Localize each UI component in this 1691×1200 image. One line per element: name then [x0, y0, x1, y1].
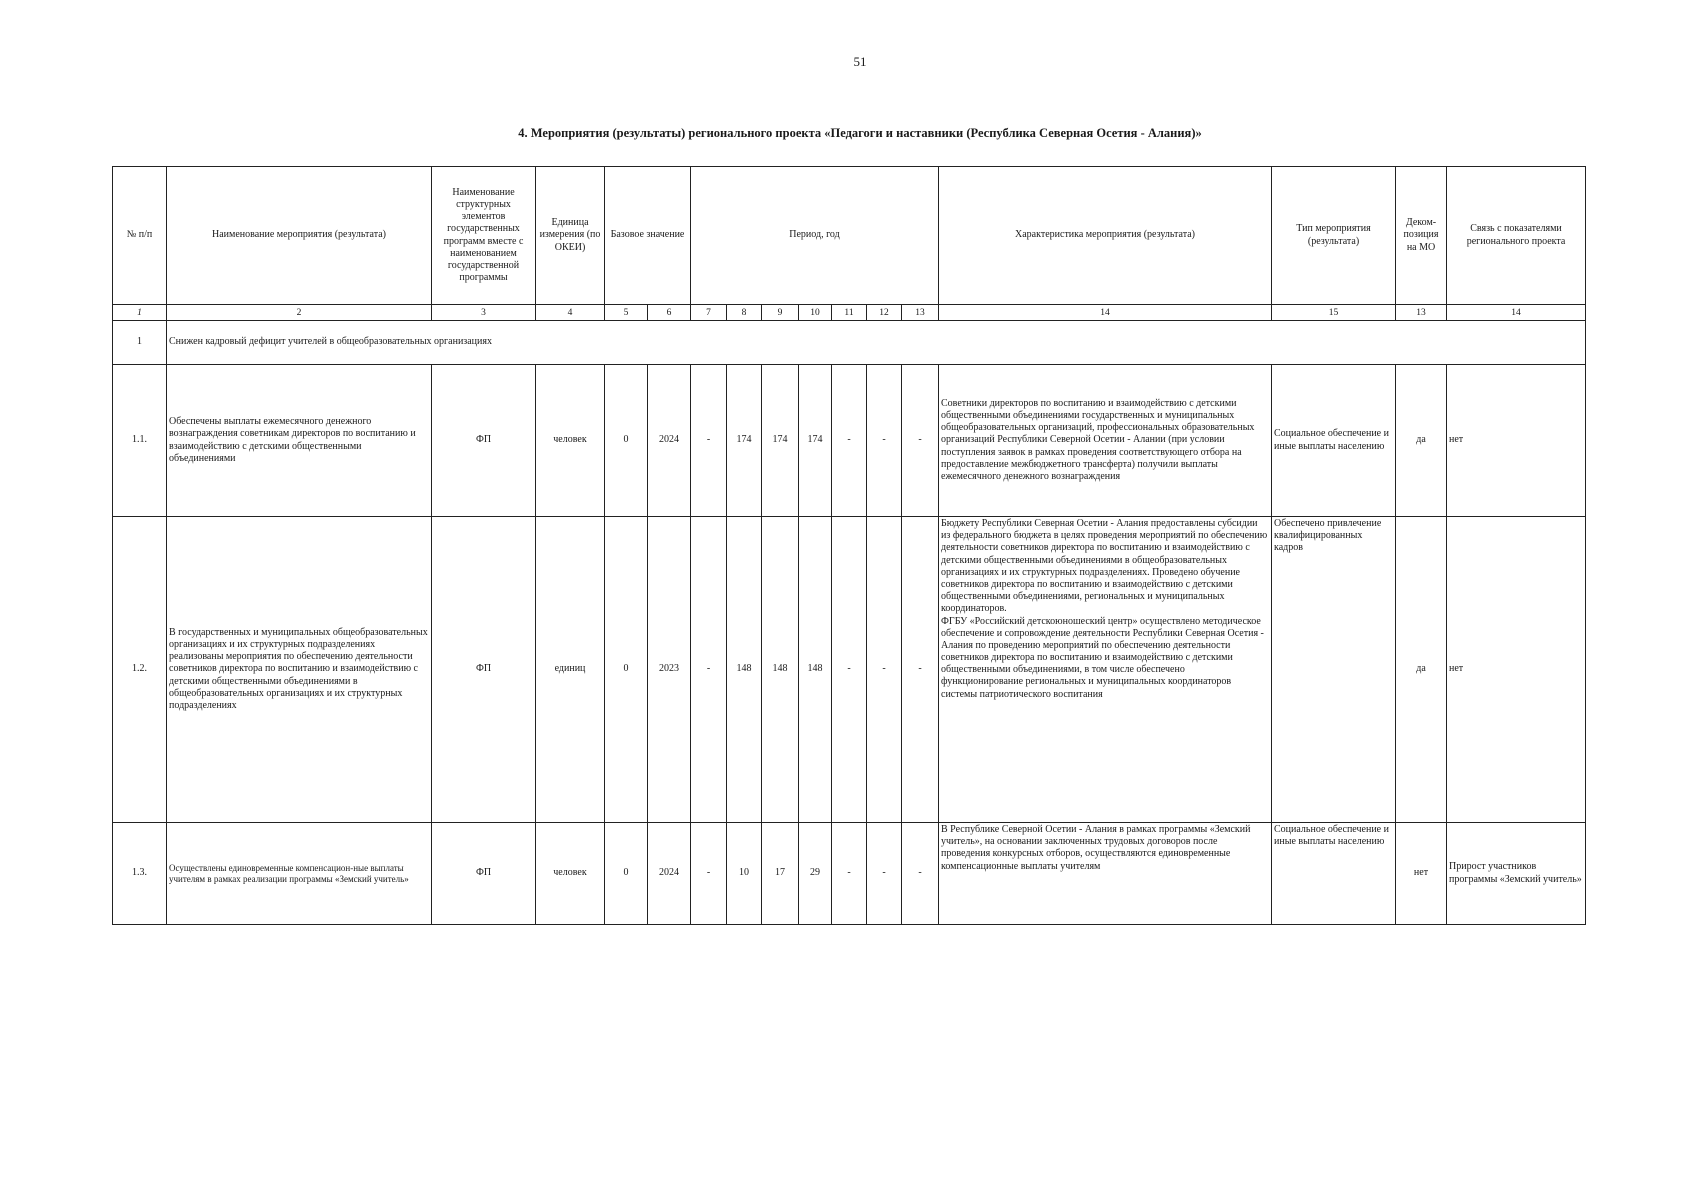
column-number: 11	[832, 305, 867, 321]
header-decomposition: Деком-позиция на МО	[1396, 167, 1447, 305]
column-number: 9	[762, 305, 799, 321]
column-number: 2	[167, 305, 432, 321]
section-title: Снижен кадровый дефицит учителей в общеобразовательных организациях	[167, 321, 1586, 365]
row-number: 1.1.	[113, 365, 167, 517]
column-number: 14	[1447, 305, 1586, 321]
period-value: 29	[799, 823, 832, 925]
period-value: -	[691, 365, 727, 517]
column-number: 13	[1396, 305, 1447, 321]
column-number: 13	[902, 305, 939, 321]
period-value: -	[832, 365, 867, 517]
column-numbers-row	[113, 305, 1586, 321]
event-characteristic-cell	[939, 517, 1272, 823]
indicator-link: нет	[1447, 517, 1586, 823]
period-value: 174	[799, 365, 832, 517]
header-link: Связь с показателями регионального проекта	[1447, 167, 1586, 305]
period-value: -	[867, 517, 902, 823]
period-value: -	[902, 823, 939, 925]
unit: единиц	[536, 517, 605, 823]
header-name: Наименование мероприятия (результата)	[167, 167, 432, 305]
base-year: 2023	[648, 517, 691, 823]
event-characteristic: Бюджету Республики Северная Осетии - Алания предоставлены субсидии из федерального бюджета в целях проведения мероприятий по обеспечению деятельности советников директора по воспитанию и взаимодействию с детскими общественными объединениями в общеобразовательных организациях и их структурных подразделениях. Проведено обучение советников директора по воспитанию и взаимодействию с детскими общественными объединениями, региональных и муниципальных координаторов.	[941, 518, 1268, 615]
event-name: Обеспечены выплаты ежемесячного денежного вознаграждения советникам директоров по воспитанию и взаимодействию с детскими общественными объединениями	[167, 365, 432, 517]
column-number: 8	[727, 305, 762, 321]
header-base: Базовое значение	[605, 167, 691, 305]
section-number: 1	[113, 321, 167, 365]
decomposition: да	[1396, 365, 1447, 517]
page-number: 51	[853, 54, 867, 69]
period-value: 148	[727, 517, 762, 823]
document-title: 4. Мероприятия (результаты) регионального проекта «Педагоги и наставники (Республика Северная Осетия - Алания)»	[518, 126, 1202, 140]
header-type: Тип мероприятия (результата)	[1272, 167, 1396, 305]
structural-element: ФП	[432, 517, 536, 823]
column-number: 6	[648, 305, 691, 321]
base-value: 0	[605, 365, 648, 517]
period-value: -	[691, 823, 727, 925]
table-row	[113, 365, 1586, 517]
row-number: 1.2.	[113, 517, 167, 823]
header-characteristic: Характеристика мероприятия (результата)	[939, 167, 1272, 305]
column-number: 12	[867, 305, 902, 321]
decomposition: да	[1396, 517, 1447, 823]
event-characteristic: Советники директоров по воспитанию и взаимодействию с детскими общественными объединениями государственных и муниципальных общеобразовательных организаций, профессиональных образовательных организаций Республики Северной Осетии - Алании (при условии поступления заявок в рамках проведения соответствующего отбора на предоставление межбюджетного трансферта) получили выплаты ежемесячного денежного вознаграждения	[939, 365, 1272, 517]
header-row	[113, 167, 1586, 305]
base-value: 0	[605, 517, 648, 823]
column-number: 14	[939, 305, 1272, 321]
indicator-link: Прирост участников программы «Земский учитель»	[1447, 823, 1586, 925]
column-number: 5	[605, 305, 648, 321]
column-number: 7	[691, 305, 727, 321]
event-type: Социальное обеспечение и иные выплаты населению	[1272, 365, 1396, 517]
event-type: Обеспечено привлечение квалифицированных кадров	[1272, 517, 1396, 823]
period-value: 17	[762, 823, 799, 925]
row-number: 1.3.	[113, 823, 167, 925]
header-period: Период, год	[691, 167, 939, 305]
period-value: 148	[762, 517, 799, 823]
period-value: -	[867, 823, 902, 925]
structural-element: ФП	[432, 365, 536, 517]
structural-element: ФП	[432, 823, 536, 925]
period-value: -	[832, 823, 867, 925]
period-value: -	[691, 517, 727, 823]
base-value: 0	[605, 823, 648, 925]
table-row	[113, 823, 1586, 925]
base-year: 2024	[648, 365, 691, 517]
unit: человек	[536, 823, 605, 925]
column-number: 4	[536, 305, 605, 321]
column-number: 3	[432, 305, 536, 321]
period-value: 174	[727, 365, 762, 517]
header-structural: Наименование структурных элементов государственных программ вместе с наименованием государственной программы	[432, 167, 536, 305]
section-row	[113, 321, 1586, 365]
header-unit: Единица измерения (по ОКЕИ)	[536, 167, 605, 305]
event-name: В государственных и муниципальных общеобразовательных организациях и их структурных подразделениях реализованы мероприятия по обеспечению деятельности советников директора по воспитанию и взаимодействию с детскими общественными объединениями в общеобразовательных организациях и их структурных подразделениях	[167, 517, 432, 823]
period-value: -	[867, 365, 902, 517]
decomposition: нет	[1396, 823, 1447, 925]
table-row	[113, 517, 1586, 823]
unit: человек	[536, 365, 605, 517]
indicator-link: нет	[1447, 365, 1586, 517]
column-number: 1	[113, 305, 167, 321]
event-name: Осуществлены единовременные компенсацион-ные выплаты учителям в рамках реализации программы «Земский учитель»	[167, 823, 432, 925]
header-num: № п/п	[113, 167, 167, 305]
period-value: 148	[799, 517, 832, 823]
period-value: -	[902, 517, 939, 823]
period-value: 10	[727, 823, 762, 925]
period-value: -	[902, 365, 939, 517]
period-value: -	[832, 517, 867, 823]
event-type: Социальное обеспечение и иные выплаты населению	[1272, 823, 1396, 925]
events-table	[112, 166, 1586, 925]
column-number: 10	[799, 305, 832, 321]
column-number: 15	[1272, 305, 1396, 321]
event-characteristic: В Республике Северной Осетии - Алания в рамках программы «Земский учитель», на основании заключенных трудовых договоров после проведения конкурсных отборов, осуществляются единовременные компенсационные выплаты учителям	[939, 823, 1272, 925]
event-characteristic-continued: ФГБУ «Российский детскоюношеский центр» осуществлено методическое обеспечение и сопровождение деятельности Республики Северная Осетия - Алания по проведению мероприятий по обеспечению деятельности советников директора по воспитанию и взаимодействию с детскими общественными объединениями, в том числе обеспечено функционирование региональных и муниципальных координаторов системы патриотического воспитания	[941, 615, 1264, 700]
period-value: 174	[762, 365, 799, 517]
base-year: 2024	[648, 823, 691, 925]
